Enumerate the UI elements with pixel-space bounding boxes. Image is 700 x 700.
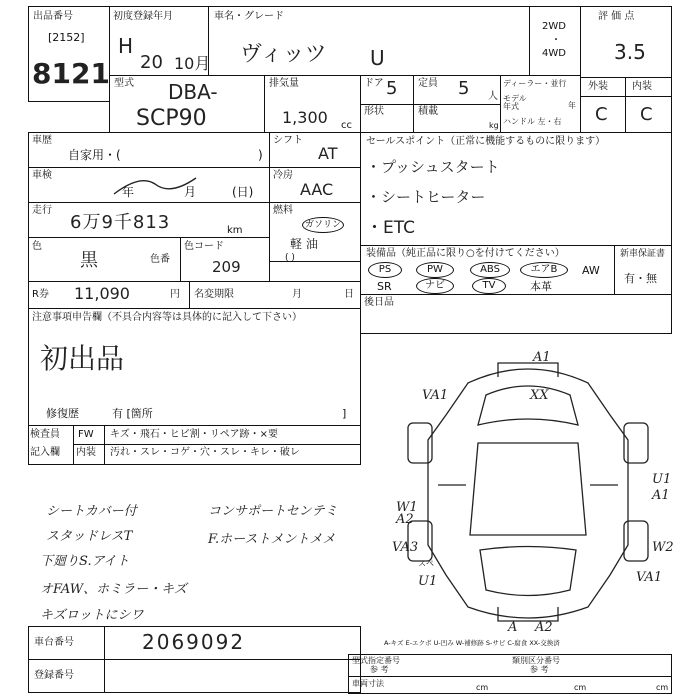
type-cls-label: 類別区分番号 (512, 656, 560, 665)
reg-year: 20 (140, 52, 163, 73)
insp-nen: 年 (122, 185, 135, 199)
sales-point-3: ・ETC (366, 218, 415, 238)
cap-value: 5 (458, 78, 470, 99)
inspector-row1: キズ・飛石・ヒビ割・リペア跡・×要 (110, 429, 278, 440)
entry-label: 記入欄 (30, 447, 60, 458)
chassis-number: 2069092 (142, 630, 246, 654)
cap-label: 定員 (418, 78, 438, 89)
mark-va3: VA3 (392, 540, 419, 555)
inspector-label: 検査員 (30, 429, 60, 440)
drive-4wd: 4WD (542, 48, 566, 59)
fuel-label: 燃料 (273, 205, 293, 216)
name-change-label: 名変期限 (194, 289, 234, 300)
equip-abs: ABS (470, 262, 510, 278)
shift-label: シフト (273, 135, 303, 146)
mark-u1-right: U1 (652, 472, 672, 487)
mark-a2-bottom: A2 (535, 620, 553, 635)
equip-title: 装備品（純正品に限り○を付けてください） (366, 248, 565, 259)
color-code: 209 (212, 258, 241, 276)
car-name: ヴィッツ (240, 42, 327, 67)
notes-handwritten: 初出品 (40, 342, 125, 375)
model-code: SCP90 (136, 106, 207, 131)
dims-cm-1: cm (476, 683, 489, 692)
recycle-label: R券 (32, 289, 49, 300)
equip-airbag: エアB (520, 262, 568, 278)
equip-sr: SR (377, 280, 392, 293)
ext-grade: C (595, 104, 608, 125)
mileage-label: 走行 (32, 205, 52, 216)
fuel-diesel: 軽 油 (290, 237, 318, 251)
mark-w1-left: W1 (396, 500, 418, 515)
dims-cm-3: cm (656, 683, 669, 692)
color-value: 黒 (80, 250, 98, 271)
displacement: 1,300 (282, 108, 328, 127)
interior-label: 内装 (76, 447, 96, 458)
history-close: ) (258, 148, 263, 162)
car-grade: U (370, 46, 385, 70)
handle-label: ハンドル 左・右 (503, 117, 562, 126)
comment-left-2: スタッドレスT (46, 529, 133, 544)
history-value: 自家用・( (68, 148, 121, 162)
repair-label: 修復歴 (46, 407, 79, 420)
after-label: 後日品 (364, 297, 394, 308)
int-grade: C (640, 104, 653, 125)
repair-value: 有 [箇所 (112, 407, 153, 420)
fw-label: FW (78, 429, 94, 440)
reg-no-label: 登録番号 (34, 670, 74, 681)
comment-left-3: 下廻りS.アイト (40, 554, 130, 569)
mark-a1-top: A1 (533, 350, 551, 365)
mark-u1-left: U1 (418, 574, 438, 589)
inspection-scribble (110, 170, 200, 204)
chassis-label: 車台番号 (34, 637, 74, 648)
disp-unit: cc (341, 120, 352, 131)
reg-no-cell (28, 659, 361, 693)
notes-title: 注意事項申告欄（不具合内容等は具体的に記入して下さい） (32, 312, 302, 323)
after-cell (360, 294, 672, 334)
comment-right-1: コンサポートセンテミ (208, 504, 338, 519)
drive-dot: ・ (551, 35, 561, 46)
getsu-label: 月 (292, 289, 302, 300)
type-designation-label: 型式指定番号 (352, 656, 400, 665)
doors-value: 5 (386, 78, 398, 99)
load-label: 積載 (418, 106, 438, 117)
equip-aw: AW (582, 264, 600, 277)
color-label: 色 (32, 241, 42, 252)
name-label: 車名・グレード (214, 11, 284, 22)
equip-tv: TV (472, 278, 506, 294)
dims-cm-2: cm (574, 683, 587, 692)
mark-a-bottom: A (508, 620, 518, 635)
lot-small: [2152] (48, 31, 85, 44)
recycle-value: 11,090 (74, 284, 130, 303)
shift-value: AT (318, 144, 338, 163)
reg-month: 10月 (174, 54, 211, 73)
color-no-label: 色番 (150, 254, 170, 265)
mark-w2: W2 (652, 540, 674, 555)
sankou-2: 参 考 (530, 665, 549, 674)
insp-day: (日) (232, 185, 254, 199)
warranty-value: 有・無 (624, 272, 657, 285)
comment-left-5: キズロットにシワ (40, 608, 144, 623)
lot-number: 8121 (32, 57, 110, 90)
ac-label: 冷房 (273, 170, 293, 181)
dims-label: 車両寸法 (352, 679, 384, 688)
fuel-paren: ( ) (285, 253, 295, 263)
mark-a2-left: A2 (396, 512, 414, 527)
inspector-row2: 汚れ・スレ・コゲ・穴・スレ・キレ・破レ (110, 447, 300, 458)
disp-label: 排気量 (269, 78, 299, 89)
damage-legend: A-キズ E-エクボ U-凹み W-補修跡 S-サビ C-腐食 XX-交換済 (384, 639, 560, 647)
nichi-label: 日 (344, 289, 354, 300)
model-year-label: モデル 年式 (503, 94, 527, 111)
score-label: 評 価 点 (598, 11, 635, 22)
doors-label: ドア (364, 78, 384, 89)
sales-point-1: ・プッシュスタート (366, 158, 500, 176)
yen-unit: 円 (170, 289, 180, 300)
history-cell (28, 132, 270, 168)
repair-bracket: ] (342, 407, 347, 420)
dealer-label: ディーラー・並行 (503, 79, 567, 88)
mileage-value: 6万9千813 (70, 212, 171, 233)
equip-leather: 本革 (530, 280, 552, 293)
mark-va1-left: VA1 (422, 388, 449, 403)
comment-left-4: オFAW、ホミラー・キズ (40, 582, 187, 597)
mark-spare: スペ (418, 559, 434, 568)
cap-unit: 人 (488, 91, 498, 102)
equip-pw: PW (416, 262, 454, 278)
model-label: 型式 (114, 78, 134, 89)
int-label: 内装 (632, 81, 652, 92)
score-value: 3.5 (614, 40, 646, 64)
drive-2wd: 2WD (542, 21, 566, 32)
insp-month: 月 (184, 185, 197, 199)
history-label: 車歴 (32, 135, 52, 146)
shape-label: 形状 (364, 106, 384, 117)
model-prefix: DBA- (168, 80, 218, 104)
mark-xx: XX (530, 388, 549, 403)
sankou-1: 参 考 (370, 665, 389, 674)
color-code-label: 色コード (184, 241, 224, 252)
load-unit: kg (489, 121, 499, 130)
comment-left-1: シートカバー付 (46, 504, 137, 519)
comment-right-2: F.ホーストメントメメ (208, 532, 336, 547)
nen-label: 年 (568, 101, 576, 110)
equip-ps: PS (368, 262, 402, 278)
mark-va1-right: VA1 (636, 570, 663, 585)
reg-label: 初度登録年月 (113, 11, 173, 22)
mark-a1-right: A1 (652, 488, 670, 503)
ext-label: 外装 (588, 81, 608, 92)
km-unit: km (227, 225, 243, 236)
inspection-label: 車検 (32, 170, 52, 181)
ac-value: AAC (300, 180, 334, 199)
sales-point-2: ・シートヒーター (366, 188, 486, 206)
equip-navi: ナビ (416, 278, 454, 294)
lot-label: 出品番号 (33, 11, 73, 22)
sales-title: セールスポイント（正常に機能するものに限ります） (366, 136, 606, 147)
warranty-label: 新車保証書 (620, 249, 666, 259)
reg-era: H (118, 34, 134, 58)
fuel-gas-circled: ガソリン (302, 217, 344, 233)
